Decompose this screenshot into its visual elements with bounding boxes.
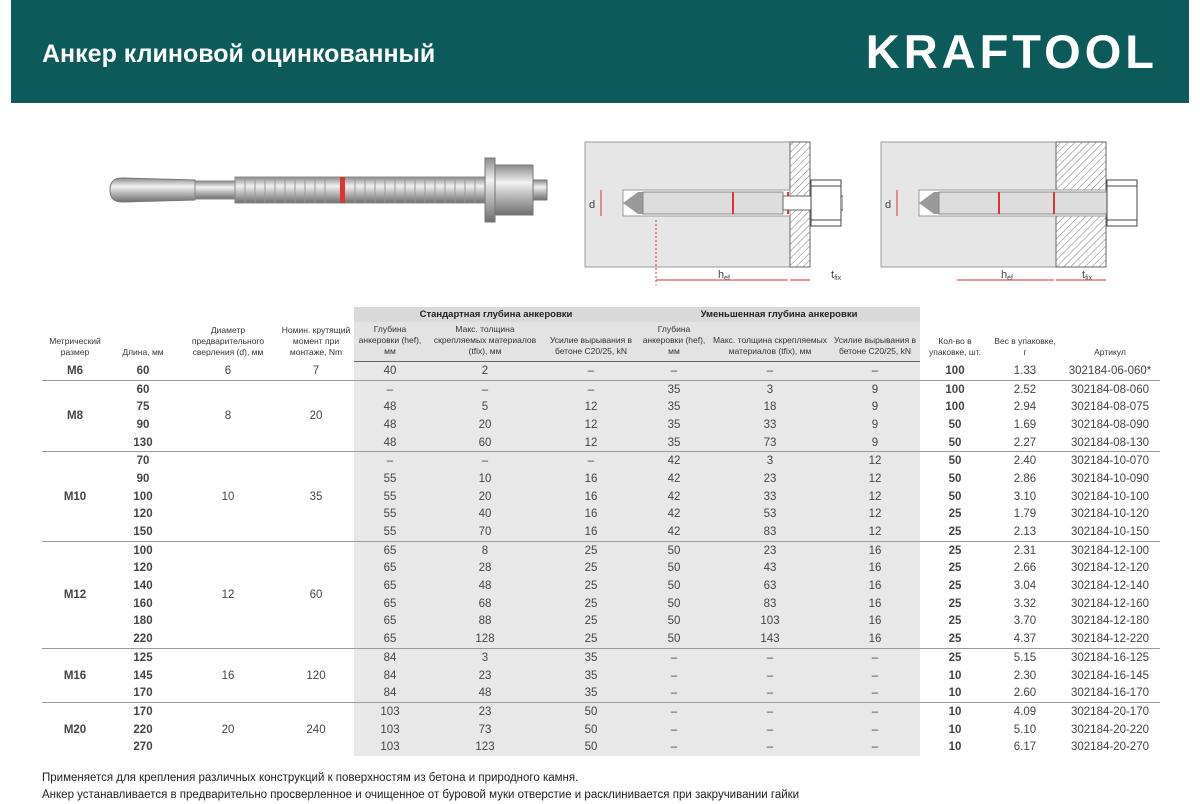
cell-size: M6 — [67, 364, 83, 377]
cell-qty: 25 — [948, 633, 962, 646]
svg-text:hef — [1001, 269, 1013, 282]
cell-std-depth: – — [354, 380, 426, 398]
cell-std-force: 25 — [544, 613, 638, 631]
cell-weight: 2.94 — [1013, 401, 1037, 414]
cell-std-force: 35 — [544, 649, 638, 667]
installation-diagram-reduced — [879, 140, 1139, 290]
cell-std-force: – — [544, 452, 638, 470]
cell-red-depth: 50 — [638, 630, 710, 648]
cell-std-depth: 48 — [354, 434, 426, 452]
cell-std-depth: 65 — [354, 630, 426, 648]
cell-length: 70 — [108, 452, 178, 470]
cell-qty: 50 — [948, 490, 962, 503]
cell-qty: 25 — [920, 649, 990, 667]
cell-length: 75 — [136, 401, 150, 414]
cell-std-force: 16 — [544, 506, 638, 524]
diagram2-hef-label: h — [1001, 269, 1008, 281]
cell-std-thick: 10 — [426, 470, 544, 488]
cell-std-thick: 40 — [426, 506, 544, 524]
cell-weight: 5.10 — [1013, 723, 1037, 736]
cell-length: 130 — [133, 436, 153, 449]
table-row — [42, 452, 1160, 470]
cell-article: 302184-16-145 — [1070, 669, 1149, 682]
cell-red-force: – — [830, 703, 920, 721]
cell-length: 150 — [133, 526, 153, 539]
cell-std-force: 16 — [544, 523, 638, 541]
cell-qty: 10 — [948, 687, 962, 700]
installation-diagram-standard — [583, 140, 843, 290]
brand-logo: KRAFTOOL — [865, 25, 1158, 78]
header-article: Артикул — [1094, 346, 1126, 357]
cell-drill: 16 — [178, 649, 278, 703]
header-reduced-depth: Уменьшенная глубина анкеровки — [638, 307, 920, 322]
table-row — [42, 649, 1160, 667]
cell-qty: 25 — [948, 526, 962, 539]
cell-weight: 3.10 — [1013, 490, 1037, 503]
cell-std-force: 35 — [544, 667, 638, 685]
header-red-force: Усилие вырывания в бетоне C20/25, kN — [830, 322, 920, 362]
cell-article: 302184-10-120 — [1070, 508, 1149, 521]
cell-red-depth: – — [638, 684, 710, 702]
cell-red-depth: 42 — [638, 523, 710, 541]
cell-std-force: 25 — [544, 630, 638, 648]
cell-std-thick: – — [426, 380, 544, 398]
cell-red-depth: 50 — [638, 595, 710, 613]
specification-table — [42, 307, 1160, 756]
table-row — [42, 362, 1160, 381]
cell-drill: 8 — [178, 380, 278, 452]
cell-std-thick: 23 — [426, 667, 544, 685]
cell-length: 220 — [133, 633, 153, 646]
cell-red-force: 12 — [830, 488, 920, 506]
cell-torque: 240 — [278, 703, 354, 757]
diagram-hef-sub: ef — [724, 275, 730, 282]
cell-qty: 10 — [948, 723, 962, 736]
cell-std-thick: 48 — [426, 577, 544, 595]
cell-qty: 100 — [920, 380, 990, 398]
cell-std-force: 50 — [544, 738, 638, 756]
cell-qty: 10 — [948, 669, 962, 682]
cell-std-depth: 84 — [354, 667, 426, 685]
cell-article: 302184-10-090 — [1070, 472, 1149, 485]
cell-length: 90 — [136, 418, 150, 431]
cell-std-thick: 20 — [426, 488, 544, 506]
cell-red-depth: 50 — [638, 560, 710, 578]
cell-std-depth: 55 — [354, 470, 426, 488]
cell-red-force: 12 — [830, 523, 920, 541]
cell-qty: 25 — [948, 597, 962, 610]
cell-article: 302184-20-170 — [1060, 703, 1160, 721]
cell-std-depth: 84 — [354, 649, 426, 667]
cell-article: 302184-08-130 — [1070, 436, 1149, 449]
cell-red-force: 12 — [830, 506, 920, 524]
cell-red-thick: 3 — [710, 380, 830, 398]
cell-size: M12 — [42, 541, 108, 648]
cell-red-thick: – — [710, 738, 830, 756]
cell-weight: 1.69 — [1013, 418, 1037, 431]
cell-length: 60 — [136, 364, 150, 377]
cell-red-force: – — [830, 649, 920, 667]
header-qty: Кол-во в упаковке, шт. — [928, 335, 982, 357]
specification-table-body — [42, 362, 1160, 757]
cell-qty: 50 — [920, 452, 990, 470]
diagram-d-label: d — [589, 199, 596, 211]
cell-weight: 2.66 — [1013, 562, 1037, 575]
cell-red-depth: 35 — [638, 434, 710, 452]
cell-std-force: 16 — [544, 470, 638, 488]
cell-length: 100 — [108, 541, 178, 559]
cell-red-thick: 63 — [710, 577, 830, 595]
diagram2-hef-sub: ef — [1007, 275, 1013, 282]
cell-weight: 2.31 — [990, 541, 1060, 559]
cell-red-thick: – — [710, 721, 830, 739]
cell-weight: 3.32 — [1013, 597, 1037, 610]
cell-red-depth: 50 — [638, 577, 710, 595]
cell-article: 302184-06-060* — [1068, 364, 1152, 377]
cell-red-depth: – — [638, 667, 710, 685]
cell-weight: 4.09 — [990, 703, 1060, 721]
cell-article: 302184-16-125 — [1060, 649, 1160, 667]
cell-qty: 25 — [948, 562, 962, 575]
cell-weight: 2.52 — [990, 380, 1060, 398]
cell-qty: 50 — [948, 472, 962, 485]
cell-std-thick: 5 — [426, 398, 544, 416]
cell-std-force: 16 — [544, 488, 638, 506]
header-std-depth: Глубина анкеровки (hef), мм — [354, 322, 426, 362]
cell-std-depth: – — [354, 452, 426, 470]
cell-weight: 2.40 — [990, 452, 1060, 470]
cell-std-thick: 73 — [426, 721, 544, 739]
cell-red-thick: – — [710, 362, 830, 381]
cell-red-depth: 42 — [638, 470, 710, 488]
cell-std-depth: 55 — [354, 506, 426, 524]
cell-std-thick: 70 — [426, 523, 544, 541]
cell-red-thick: 103 — [710, 613, 830, 631]
cell-article: 302184-12-100 — [1060, 541, 1160, 559]
cell-red-depth: 42 — [638, 452, 710, 470]
cell-std-thick: 60 — [426, 434, 544, 452]
cell-std-force: – — [544, 362, 638, 381]
cell-qty: 10 — [920, 703, 990, 721]
cell-article: 302184-12-220 — [1070, 633, 1149, 646]
cell-red-depth: 50 — [638, 613, 710, 631]
cell-red-thick: – — [710, 684, 830, 702]
cell-length: 170 — [108, 703, 178, 721]
cell-article: 302184-08-060 — [1060, 380, 1160, 398]
cell-std-depth: 55 — [354, 488, 426, 506]
cell-std-thick: – — [426, 452, 544, 470]
cell-article: 302184-08-090 — [1070, 418, 1149, 431]
cell-drill: 20 — [178, 703, 278, 757]
cell-red-force: 12 — [830, 452, 920, 470]
header-weight: Вес в упаковке, г — [994, 335, 1056, 357]
cell-std-thick: 128 — [426, 630, 544, 648]
cell-red-depth: – — [638, 649, 710, 667]
cell-std-thick: 48 — [426, 684, 544, 702]
cell-drill: 12 — [178, 541, 278, 648]
cell-length: 160 — [133, 597, 153, 610]
cell-red-depth: – — [638, 738, 710, 756]
cell-red-depth: – — [638, 703, 710, 721]
cell-red-force: – — [830, 667, 920, 685]
cell-article: 302184-10-100 — [1070, 490, 1149, 503]
cell-red-force: 9 — [830, 416, 920, 434]
table-row — [42, 380, 1160, 398]
footer-line-1: Применяется для крепления различных конструкций к поверхностям из бетона и природного камня. — [42, 772, 579, 784]
cell-red-force: 16 — [830, 560, 920, 578]
cell-std-depth: 48 — [354, 398, 426, 416]
cell-torque: 20 — [278, 380, 354, 452]
cell-std-depth: 65 — [354, 595, 426, 613]
cell-std-thick: 88 — [426, 613, 544, 631]
diagram2-tfix-label: t — [1082, 269, 1086, 281]
cell-red-thick: – — [710, 649, 830, 667]
cell-std-thick: 28 — [426, 560, 544, 578]
cell-length: 100 — [133, 490, 153, 503]
cell-qty: 10 — [948, 741, 962, 754]
cell-article: 302184-08-075 — [1070, 401, 1149, 414]
cell-article: 302184-12-120 — [1070, 562, 1149, 575]
cell-size: M16 — [42, 649, 108, 703]
cell-red-force: 16 — [830, 630, 920, 648]
cell-red-force: – — [830, 738, 920, 756]
cell-article: 302184-10-070 — [1060, 452, 1160, 470]
cell-std-depth: 65 — [354, 541, 426, 559]
cell-qty: 25 — [920, 541, 990, 559]
header-drill: Диаметр предварительного сверления (d), мм — [191, 324, 265, 357]
cell-qty: 100 — [945, 401, 965, 414]
cell-std-force: 25 — [544, 541, 638, 559]
cell-length: 120 — [133, 562, 153, 575]
cell-length: 90 — [136, 472, 150, 485]
cell-article: 302184-20-270 — [1070, 741, 1149, 754]
cell-red-depth: 50 — [638, 541, 710, 559]
cell-std-depth: 65 — [354, 560, 426, 578]
cell-article: 302184-16-170 — [1070, 687, 1149, 700]
cell-article: 302184-12-140 — [1070, 580, 1149, 593]
cell-red-thick: 3 — [710, 452, 830, 470]
cell-std-force: 50 — [544, 703, 638, 721]
cell-red-depth: 35 — [638, 380, 710, 398]
cell-red-thick: 83 — [710, 595, 830, 613]
cell-torque: 60 — [278, 541, 354, 648]
cell-weight: 2.27 — [1013, 436, 1037, 449]
cell-length: 60 — [108, 380, 178, 398]
cell-length: 270 — [133, 741, 153, 754]
header-length: Длина, мм — [122, 346, 164, 357]
cell-torque: 7 — [312, 364, 320, 377]
cell-length: 120 — [133, 508, 153, 521]
cell-std-depth: 103 — [354, 721, 426, 739]
header-red-depth: Глубина анкеровки (hef), мм — [638, 322, 710, 362]
cell-std-thick: 123 — [426, 738, 544, 756]
diagram2-d-label: d — [885, 199, 892, 211]
cell-red-thick: 73 — [710, 434, 830, 452]
cell-std-force: 25 — [544, 577, 638, 595]
cell-weight: 2.30 — [1013, 669, 1037, 682]
cell-red-force: 9 — [830, 398, 920, 416]
cell-std-depth: 65 — [354, 577, 426, 595]
cell-red-force: 12 — [830, 470, 920, 488]
cell-red-thick: 33 — [710, 488, 830, 506]
svg-text:tfix — [1082, 269, 1093, 282]
cell-red-force: 16 — [830, 577, 920, 595]
cell-std-thick: 68 — [426, 595, 544, 613]
footer-line-2: Анкер устанавливается в предварительно просверленное и очищенное от буровой муки отверстие и расклинивается при закручивании гайки — [42, 789, 800, 801]
cell-length: 125 — [108, 649, 178, 667]
cell-qty: 25 — [948, 615, 962, 628]
cell-std-thick: 8 — [426, 541, 544, 559]
cell-qty: 25 — [948, 580, 962, 593]
cell-weight: 3.70 — [1013, 615, 1037, 628]
cell-red-depth: 42 — [638, 506, 710, 524]
cell-length: 170 — [133, 687, 153, 700]
cell-article: 302184-12-180 — [1070, 615, 1149, 628]
cell-std-depth: 84 — [354, 684, 426, 702]
cell-weight: 2.60 — [1013, 687, 1037, 700]
cell-article: 302184-10-150 — [1070, 526, 1149, 539]
cell-qty: 100 — [945, 364, 965, 377]
cell-std-thick: 20 — [426, 416, 544, 434]
page-title: Анкер клиновой оцинкованный — [42, 40, 436, 68]
cell-red-thick: 53 — [710, 506, 830, 524]
cell-weight: 5.15 — [990, 649, 1060, 667]
header-std-force: Усилие вырывания в бетоне C20/25, kN — [544, 322, 638, 362]
cell-red-force: – — [830, 721, 920, 739]
cell-length: 145 — [133, 669, 153, 682]
table-row — [42, 703, 1160, 721]
svg-text:hef — [718, 269, 730, 282]
cell-weight: 1.79 — [1013, 508, 1037, 521]
cell-red-thick: 18 — [710, 398, 830, 416]
cell-weight: 1.33 — [1013, 364, 1037, 377]
cell-red-force: – — [830, 684, 920, 702]
diagram-tfix-sub: fix — [834, 275, 842, 282]
cell-weight: 2.86 — [1013, 472, 1037, 485]
cell-red-force: 16 — [830, 613, 920, 631]
cell-std-depth: 55 — [354, 523, 426, 541]
cell-red-thick: 33 — [710, 416, 830, 434]
cell-std-depth: 103 — [354, 703, 426, 721]
cell-length: 180 — [133, 615, 153, 628]
cell-length: 220 — [133, 723, 153, 736]
header-std-thick: Макс. толщина скрепляемых материалов (tfix), мм — [426, 322, 544, 362]
cell-red-depth: 42 — [638, 488, 710, 506]
cell-weight: 6.17 — [1013, 741, 1037, 754]
cell-std-force: 35 — [544, 684, 638, 702]
header-torque: Номин. крутящий момент при монтаже, Nm — [281, 324, 351, 357]
cell-red-thick: – — [710, 703, 830, 721]
cell-torque: 120 — [278, 649, 354, 703]
cell-red-depth: 35 — [638, 398, 710, 416]
diagram2-tfix-sub: fix — [1085, 275, 1093, 282]
cell-red-thick: 23 — [710, 470, 830, 488]
cell-red-force: 16 — [830, 541, 920, 559]
cell-std-thick: 3 — [426, 649, 544, 667]
cell-red-thick: 23 — [710, 541, 830, 559]
diagram-hef-label: h — [718, 269, 725, 281]
anchor-product-image — [100, 150, 550, 230]
cell-std-force: 12 — [544, 416, 638, 434]
cell-drill: 6 — [224, 364, 232, 377]
cell-std-depth: 48 — [354, 416, 426, 434]
cell-qty: 50 — [948, 436, 962, 449]
cell-red-depth: – — [638, 721, 710, 739]
cell-red-thick: 83 — [710, 523, 830, 541]
cell-torque: 35 — [278, 452, 354, 541]
cell-red-thick: 43 — [710, 560, 830, 578]
cell-red-depth: – — [638, 362, 710, 381]
cell-weight: 2.13 — [1013, 526, 1037, 539]
cell-size: M10 — [42, 452, 108, 541]
cell-std-thick: 23 — [426, 703, 544, 721]
table-row — [42, 541, 1160, 559]
cell-size: M8 — [42, 380, 108, 452]
cell-drill: 10 — [178, 452, 278, 541]
cell-red-force: 16 — [830, 595, 920, 613]
cell-qty: 50 — [948, 418, 962, 431]
cell-red-force: 9 — [830, 380, 920, 398]
cell-std-depth: 65 — [354, 613, 426, 631]
cell-std-force: 12 — [544, 398, 638, 416]
cell-size: M20 — [42, 703, 108, 757]
cell-std-force: 25 — [544, 595, 638, 613]
header-red-thick: Макс. толщина скрепляемых материалов (tfix), мм — [710, 322, 830, 362]
cell-std-depth: 40 — [354, 362, 426, 381]
cell-weight: 4.37 — [1013, 633, 1037, 646]
cell-red-force: 9 — [830, 434, 920, 452]
cell-std-force: 12 — [544, 434, 638, 452]
cell-std-thick: 2 — [426, 362, 544, 381]
cell-std-force: – — [544, 380, 638, 398]
cell-red-thick: – — [710, 667, 830, 685]
cell-article: 302184-12-160 — [1070, 597, 1149, 610]
cell-qty: 25 — [948, 508, 962, 521]
footer-notes — [42, 770, 799, 804]
header-standard-depth: Стандартная глубина анкеровки — [354, 307, 638, 322]
cell-red-thick: 143 — [710, 630, 830, 648]
cell-article: 302184-20-220 — [1070, 723, 1149, 736]
diagram-tfix-label: t — [831, 269, 835, 281]
header-size: Метрический размер — [49, 335, 101, 357]
cell-red-force: – — [830, 362, 920, 381]
cell-std-force: 50 — [544, 721, 638, 739]
cell-weight: 3.04 — [1013, 580, 1037, 593]
svg-text:tfix — [831, 269, 842, 282]
cell-length: 140 — [133, 580, 153, 593]
cell-std-force: 25 — [544, 560, 638, 578]
cell-red-depth: 35 — [638, 416, 710, 434]
cell-std-depth: 103 — [354, 738, 426, 756]
